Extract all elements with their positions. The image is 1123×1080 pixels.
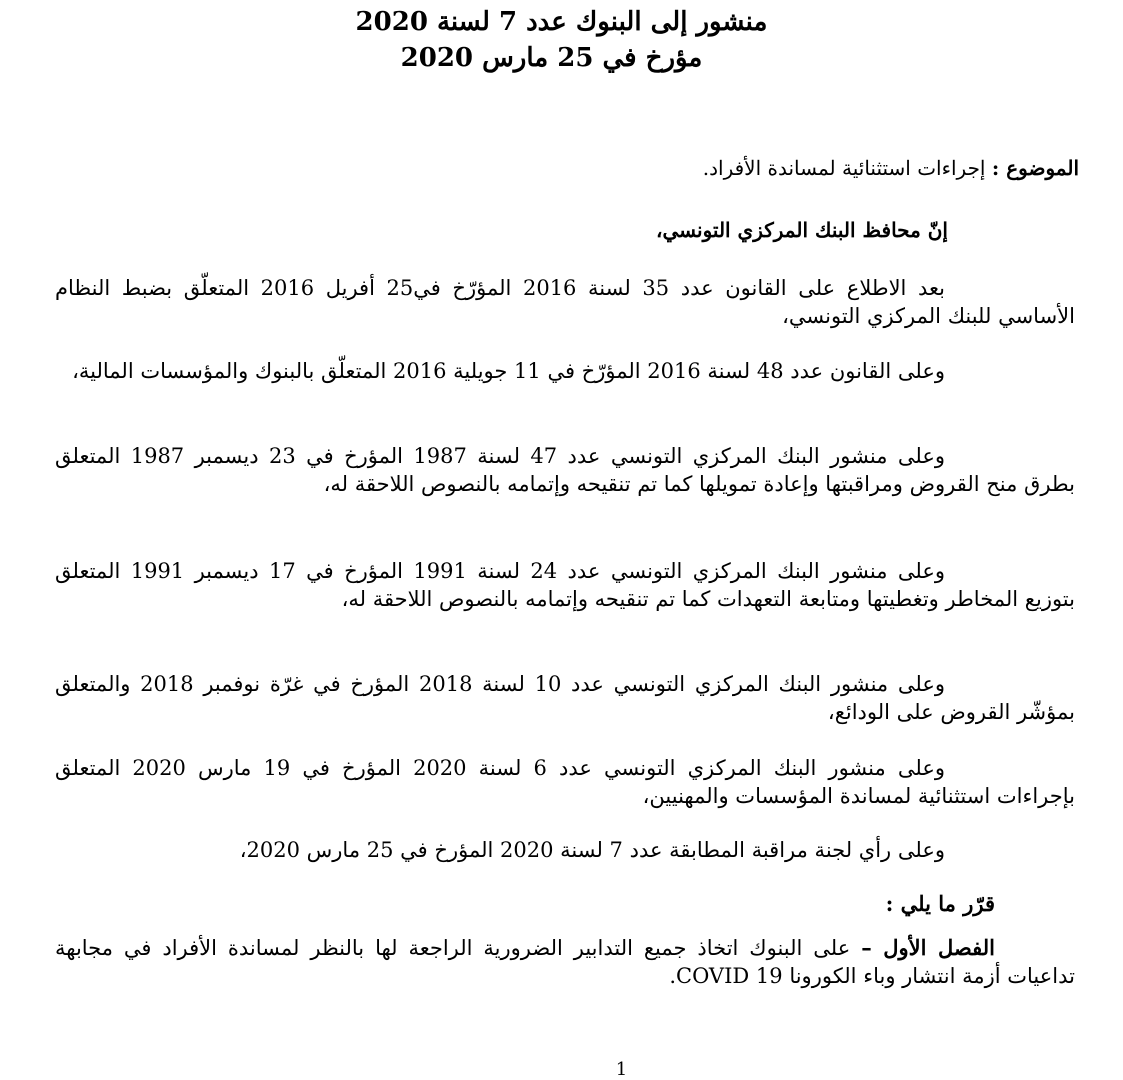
article-1-label: الفصل الأول – xyxy=(861,935,995,960)
decides-heading: قرّر ما يلي : xyxy=(885,891,995,916)
paragraph-law-2016-48: وعلى القانون عدد 48 لسنة 2016 المؤرّخ في 11 جويلية 2016 المتعلّق بالبنوك والمؤسسات المالية، xyxy=(72,359,945,383)
title-line-1: منشور إلى البنوك عدد 7 لسنة 2020 xyxy=(355,7,768,37)
paragraph-circular-1987-47: وعلى منشور البنك المركزي التونسي عدد 47 لسنة 1987 المؤرخ في 23 ديسمبر 1987 المتعلق بطرق منح القروض ومراقبتها وإعادة تمويلها كما تم تنقيحه وإتمامه بالنصوص اللاحقة له، xyxy=(55,444,1075,496)
subject-text: إجراءات استثنائية لمساندة الأفراد. xyxy=(702,156,992,180)
subject-label: الموضوع : xyxy=(991,156,1079,180)
paragraph-committee-opinion: وعلى رأي لجنة مراقبة المطابقة عدد 7 لسنة 2020 المؤرخ في 25 مارس 2020، xyxy=(239,838,945,862)
title-line-2: مؤرخ في 25 مارس 2020 xyxy=(400,43,703,73)
paragraph-circular-2018-10: وعلى منشور البنك المركزي التونسي عدد 10 لسنة 2018 المؤرخ في غرّة نوفمبر 2018 والمتعلق بمؤشّر القروض على الودائع، xyxy=(55,672,1075,724)
document-header xyxy=(0,4,1123,76)
article-1-text: على البنوك اتخاذ جميع التدابير الضرورية الراجعة لها بالنظر لمساندة الأفراد في مجابهة تداعيات أزمة انتشار وباء الكورونا COVID 19. xyxy=(55,936,1075,988)
paragraph-law-2016-35: بعد الاطلاع على القانون عدد 35 لسنة 2016 المؤرّخ في25 أفريل 2016 المتعلّق بضبط النظام الأساسي للبنك المركزي التونسي، xyxy=(55,276,1075,328)
paragraph-circular-1991-24: وعلى منشور البنك المركزي التونسي عدد 24 لسنة 1991 المؤرخ في 17 ديسمبر 1991 المتعلق بتوزيع المخاطر وتغطيتها ومتابعة التعهدات كما تم تنقيحه وإتمامه بالنصوص اللاحقة له، xyxy=(55,559,1075,611)
paragraph-circular-2020-6: وعلى منشور البنك المركزي التونسي عدد 6 لسنة 2020 المؤرخ في 19 مارس 2020 المتعلق بإجراءات استثنائية لمساندة المؤسسات والمهنيين، xyxy=(55,756,1075,808)
article-1 xyxy=(55,934,1075,990)
subject-line xyxy=(59,152,1079,184)
governor-line: إنّ محافظ البنك المركزي التونسي، xyxy=(656,218,948,242)
page-number: 1 xyxy=(615,1059,628,1080)
